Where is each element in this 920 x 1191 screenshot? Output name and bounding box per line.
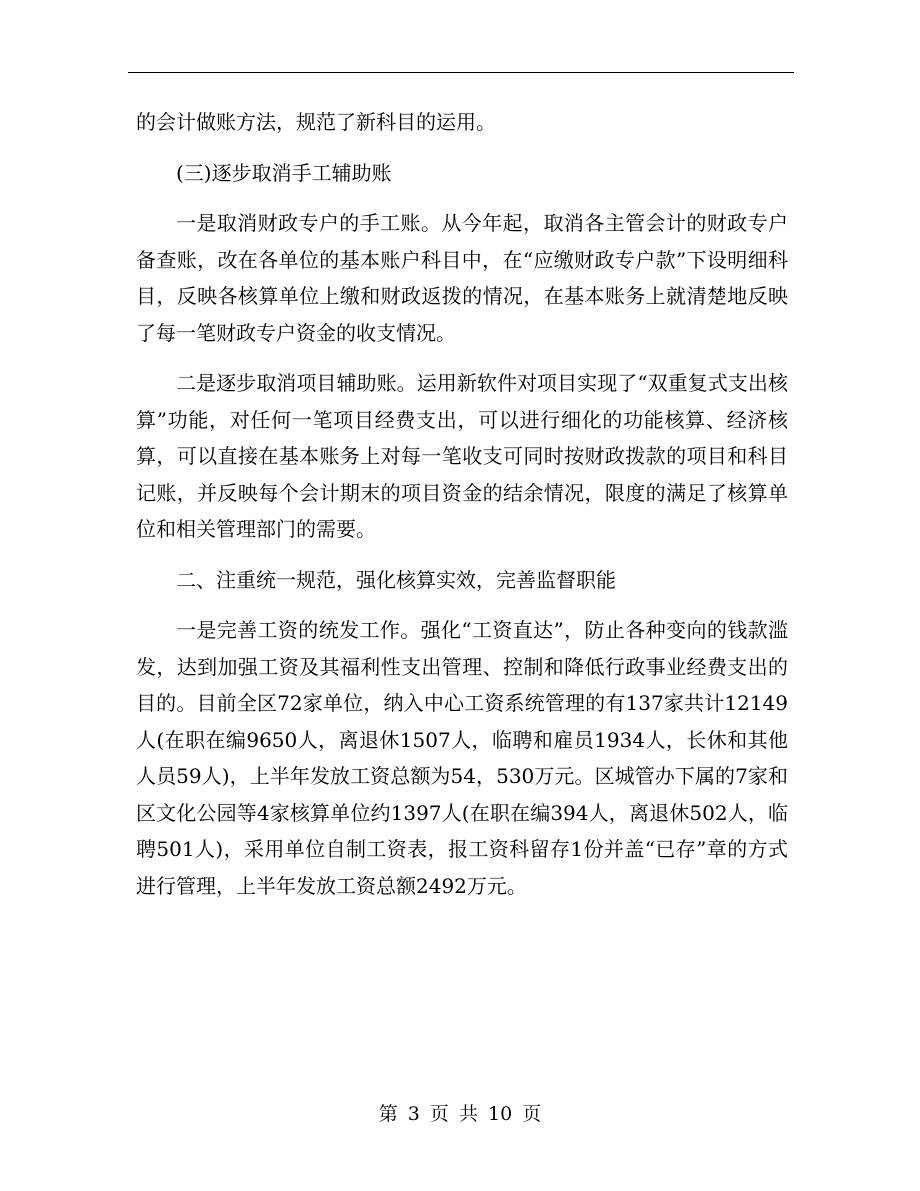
section-heading-2: 二、注重统一规范，强化核算实效，完善监督职能: [176, 567, 616, 592]
document-body: [136, 104, 788, 918]
paragraph-continuation: 的会计做账方法，规范了新科目的运用。: [136, 110, 496, 134]
paragraph-cancel-project-ledger: 二是逐步取消项目辅助账。运用新软件对项目实现了“双重复式支出核算”功能，对任何一笔项目经费支出，可以进行细化的功能核算、经济核算，可以直接在基本账务上对每一笔收支可同时按财政拨款的项目和科目记账，并反映每个会计期末的项目资金的结余情况，限度的满足了核算单位和相关管理部门的需要。: [136, 371, 788, 541]
header-rule: [128, 72, 794, 73]
section-heading-3: (三)逐步取消手工辅助账: [176, 160, 392, 185]
paragraph-payroll: 一是完善工资的统发工作。强化“工资直达”，防止各种变向的钱款滥发，达到加强工资及其福利性支出管理、控制和降低行政事业经费支出的目的。目前全区72家单位，纳入中心工资系统管理的有137家共计12149人(在职在编9650人，离退休1507人，临聘和雇员1934人，长休和其他人员59人)，上半年发放工资总额为54，530万元。区城管办下属的7家和区文化公园等4家核算单位约1397人(在职在编394人，离退休502人，临聘501人)，采用单位自制工资表，报工资科留存1份并盖“已存”章的方式进行管理，上半年发放工资总额2492万元。: [136, 618, 788, 898]
page-number: 第 3 页 共 10 页: [378, 1103, 542, 1125]
paragraph-cancel-special-account: 一是取消财政专户的手工账。从今年起，取消各主管会计的财政专户备查账，改在各单位的基本账户科目中，在“应缴财政专户款”下设明细科目，反映各核算单位上缴和财政返拨的情况，在基本账务上就清楚地反映了每一笔财政专户资金的收支情况。: [136, 211, 788, 345]
